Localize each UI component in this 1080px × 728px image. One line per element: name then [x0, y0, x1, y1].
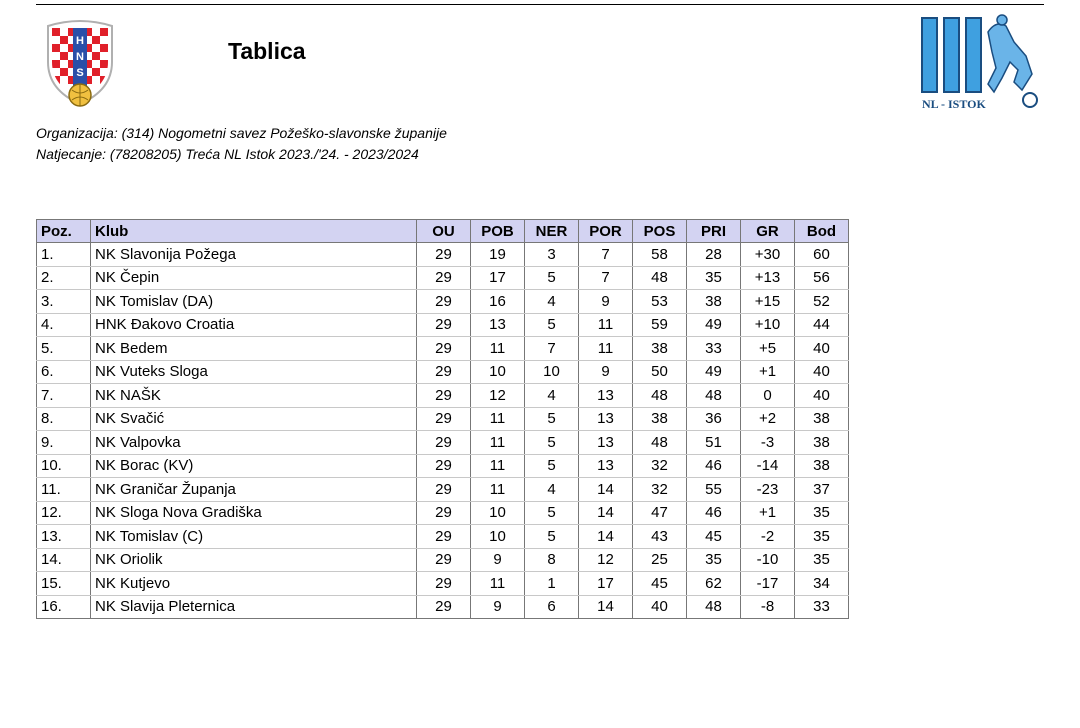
cell-club: NK Sloga Nova Gradiška [91, 501, 417, 525]
cell-club: NK Borac (KV) [91, 454, 417, 478]
cell-wins: 19 [471, 243, 525, 267]
cell-played: 29 [417, 384, 471, 408]
column-header-played: OU [417, 220, 471, 243]
table-row [37, 313, 849, 337]
cell-club: NK Slavija Pleternica [91, 595, 417, 619]
cell-goal-difference: +10 [741, 313, 795, 337]
cell-losses: 14 [579, 501, 633, 525]
svg-text:S: S [76, 67, 84, 79]
cell-points: 40 [795, 337, 849, 361]
table-row [37, 525, 849, 549]
table-row [37, 501, 849, 525]
cell-goals-for: 43 [633, 525, 687, 549]
nl-istok-logo-icon [918, 12, 1046, 114]
cell-goals-against: 49 [687, 360, 741, 384]
cell-position: 4. [37, 313, 91, 337]
cell-wins: 10 [471, 501, 525, 525]
cell-losses: 13 [579, 384, 633, 408]
cell-goals-against: 62 [687, 572, 741, 596]
cell-position: 12. [37, 501, 91, 525]
page-title: Tablica [228, 38, 306, 64]
cell-goals-for: 38 [633, 407, 687, 431]
cell-goal-difference: +1 [741, 360, 795, 384]
table-row [37, 360, 849, 384]
cell-draws: 5 [525, 266, 579, 290]
cell-goals-against: 28 [687, 243, 741, 267]
cell-club: NK Svačić [91, 407, 417, 431]
cell-goal-difference: +13 [741, 266, 795, 290]
column-header-goal-difference: GR [741, 220, 795, 243]
cell-wins: 11 [471, 431, 525, 455]
cell-played: 29 [417, 548, 471, 572]
cell-goals-for: 38 [633, 337, 687, 361]
table-header-row [37, 220, 849, 243]
cell-position: 11. [37, 478, 91, 502]
cell-draws: 1 [525, 572, 579, 596]
cell-goals-for: 45 [633, 572, 687, 596]
cell-points: 37 [795, 478, 849, 502]
cell-played: 29 [417, 337, 471, 361]
cell-position: 16. [37, 595, 91, 619]
cell-losses: 13 [579, 431, 633, 455]
cell-club: NK Vuteks Sloga [91, 360, 417, 384]
cell-position: 13. [37, 525, 91, 549]
cell-goal-difference: -3 [741, 431, 795, 455]
table-row [37, 266, 849, 290]
table-row [37, 548, 849, 572]
cell-goals-against: 46 [687, 501, 741, 525]
cell-goals-against: 45 [687, 525, 741, 549]
table-row [37, 454, 849, 478]
cell-position: 9. [37, 431, 91, 455]
cell-wins: 17 [471, 266, 525, 290]
cell-wins: 10 [471, 525, 525, 549]
column-header-goals-for: POS [633, 220, 687, 243]
cell-losses: 11 [579, 337, 633, 361]
cell-points: 38 [795, 431, 849, 455]
cell-points: 44 [795, 313, 849, 337]
cell-wins: 13 [471, 313, 525, 337]
svg-text:H: H [76, 35, 84, 47]
cell-draws: 7 [525, 337, 579, 361]
cell-losses: 14 [579, 478, 633, 502]
table-row [37, 337, 849, 361]
cell-wins: 9 [471, 548, 525, 572]
cell-goals-for: 32 [633, 454, 687, 478]
cell-losses: 7 [579, 243, 633, 267]
cell-losses: 9 [579, 360, 633, 384]
cell-club: NK Slavonija Požega [91, 243, 417, 267]
cell-position: 7. [37, 384, 91, 408]
cell-draws: 3 [525, 243, 579, 267]
cell-position: 2. [37, 266, 91, 290]
cell-goal-difference: 0 [741, 384, 795, 408]
cell-goals-for: 48 [633, 431, 687, 455]
cell-goal-difference: -10 [741, 548, 795, 572]
cell-wins: 11 [471, 337, 525, 361]
organization-label: Organizacija: (314) Nogometni savez Požeško-slavonske županije [36, 125, 447, 141]
cell-draws: 10 [525, 360, 579, 384]
cell-points: 33 [795, 595, 849, 619]
cell-goal-difference: -2 [741, 525, 795, 549]
cell-wins: 11 [471, 454, 525, 478]
cell-points: 35 [795, 501, 849, 525]
cell-club: NK Graničar Županja [91, 478, 417, 502]
cell-losses: 7 [579, 266, 633, 290]
cell-played: 29 [417, 525, 471, 549]
cell-goal-difference: -8 [741, 595, 795, 619]
cell-points: 35 [795, 525, 849, 549]
cell-draws: 4 [525, 384, 579, 408]
cell-wins: 16 [471, 290, 525, 314]
cell-goals-for: 40 [633, 595, 687, 619]
cell-club: NK Tomislav (C) [91, 525, 417, 549]
cell-draws: 5 [525, 525, 579, 549]
cell-wins: 11 [471, 478, 525, 502]
cell-played: 29 [417, 595, 471, 619]
cell-position: 6. [37, 360, 91, 384]
cell-club: NK Bedem [91, 337, 417, 361]
cell-position: 15. [37, 572, 91, 596]
table-row [37, 431, 849, 455]
cell-goal-difference: +30 [741, 243, 795, 267]
cell-goals-against: 38 [687, 290, 741, 314]
cell-played: 29 [417, 360, 471, 384]
cell-wins: 11 [471, 572, 525, 596]
cell-played: 29 [417, 243, 471, 267]
competition-label: Natjecanje: (78208205) Treća NL Istok 2023./'24. - 2023/2024 [36, 146, 419, 162]
cell-goals-against: 55 [687, 478, 741, 502]
cell-goals-for: 59 [633, 313, 687, 337]
column-header-losses: POR [579, 220, 633, 243]
cell-goal-difference: +5 [741, 337, 795, 361]
cell-goals-for: 58 [633, 243, 687, 267]
cell-wins: 9 [471, 595, 525, 619]
table-row [37, 384, 849, 408]
cell-losses: 14 [579, 525, 633, 549]
column-header-points: Bod [795, 220, 849, 243]
cell-played: 29 [417, 313, 471, 337]
cell-club: NK Kutjevo [91, 572, 417, 596]
cell-position: 1. [37, 243, 91, 267]
cell-played: 29 [417, 290, 471, 314]
cell-wins: 11 [471, 407, 525, 431]
cell-played: 29 [417, 501, 471, 525]
column-header-position: Poz. [37, 220, 91, 243]
cell-played: 29 [417, 407, 471, 431]
cell-goals-against: 51 [687, 431, 741, 455]
cell-club: NK Tomislav (DA) [91, 290, 417, 314]
cell-draws: 8 [525, 548, 579, 572]
cell-goal-difference: +1 [741, 501, 795, 525]
cell-played: 29 [417, 572, 471, 596]
cell-losses: 9 [579, 290, 633, 314]
cell-losses: 12 [579, 548, 633, 572]
cell-goal-difference: +15 [741, 290, 795, 314]
cell-played: 29 [417, 266, 471, 290]
cell-losses: 11 [579, 313, 633, 337]
cell-goals-against: 36 [687, 407, 741, 431]
cell-draws: 5 [525, 431, 579, 455]
cell-club: NK Oriolik [91, 548, 417, 572]
cell-goals-for: 50 [633, 360, 687, 384]
cell-points: 34 [795, 572, 849, 596]
cell-goal-difference: -14 [741, 454, 795, 478]
cell-club: NK Valpovka [91, 431, 417, 455]
cell-draws: 5 [525, 407, 579, 431]
table-row [37, 407, 849, 431]
table-body [37, 243, 849, 619]
nl-istok-logo-text: NL - ISTOK [922, 97, 986, 111]
standings-table [36, 219, 849, 619]
cell-draws: 4 [525, 290, 579, 314]
cell-draws: 6 [525, 595, 579, 619]
table-row [37, 595, 849, 619]
table-row [37, 290, 849, 314]
cell-losses: 13 [579, 407, 633, 431]
cell-goals-for: 48 [633, 266, 687, 290]
cell-losses: 14 [579, 595, 633, 619]
cell-wins: 10 [471, 360, 525, 384]
cell-goals-against: 35 [687, 266, 741, 290]
cell-goals-for: 48 [633, 384, 687, 408]
cell-position: 5. [37, 337, 91, 361]
cell-draws: 5 [525, 501, 579, 525]
cell-goals-for: 32 [633, 478, 687, 502]
cell-goals-against: 33 [687, 337, 741, 361]
cell-goals-against: 48 [687, 384, 741, 408]
cell-points: 38 [795, 454, 849, 478]
cell-wins: 12 [471, 384, 525, 408]
table-row [37, 572, 849, 596]
cell-goals-against: 46 [687, 454, 741, 478]
cell-losses: 13 [579, 454, 633, 478]
cell-goal-difference: -23 [741, 478, 795, 502]
column-header-club: Klub [91, 220, 417, 243]
column-header-goals-against: PRI [687, 220, 741, 243]
cell-points: 56 [795, 266, 849, 290]
cell-draws: 5 [525, 313, 579, 337]
cell-points: 38 [795, 407, 849, 431]
cell-goals-for: 47 [633, 501, 687, 525]
cell-losses: 17 [579, 572, 633, 596]
svg-text:N: N [76, 51, 84, 63]
cell-position: 14. [37, 548, 91, 572]
cell-goals-against: 48 [687, 595, 741, 619]
cell-position: 8. [37, 407, 91, 431]
cell-points: 40 [795, 384, 849, 408]
cell-club: NK NAŠK [91, 384, 417, 408]
cell-club: NK Čepin [91, 266, 417, 290]
cell-draws: 4 [525, 478, 579, 502]
cell-position: 10. [37, 454, 91, 478]
top-rule [36, 4, 1044, 5]
column-header-wins: POB [471, 220, 525, 243]
cell-goals-for: 25 [633, 548, 687, 572]
column-header-draws: NER [525, 220, 579, 243]
cell-goals-against: 49 [687, 313, 741, 337]
cell-goal-difference: -17 [741, 572, 795, 596]
cell-goals-for: 53 [633, 290, 687, 314]
cell-draws: 5 [525, 454, 579, 478]
cell-goals-against: 35 [687, 548, 741, 572]
cell-points: 40 [795, 360, 849, 384]
cell-goal-difference: +2 [741, 407, 795, 431]
cell-points: 60 [795, 243, 849, 267]
cell-played: 29 [417, 431, 471, 455]
cell-points: 35 [795, 548, 849, 572]
cell-position: 3. [37, 290, 91, 314]
cell-points: 52 [795, 290, 849, 314]
hns-crest-icon [44, 18, 116, 110]
cell-played: 29 [417, 454, 471, 478]
table-row [37, 478, 849, 502]
table-row [37, 243, 849, 267]
cell-played: 29 [417, 478, 471, 502]
cell-club: HNK Đakovo Croatia [91, 313, 417, 337]
